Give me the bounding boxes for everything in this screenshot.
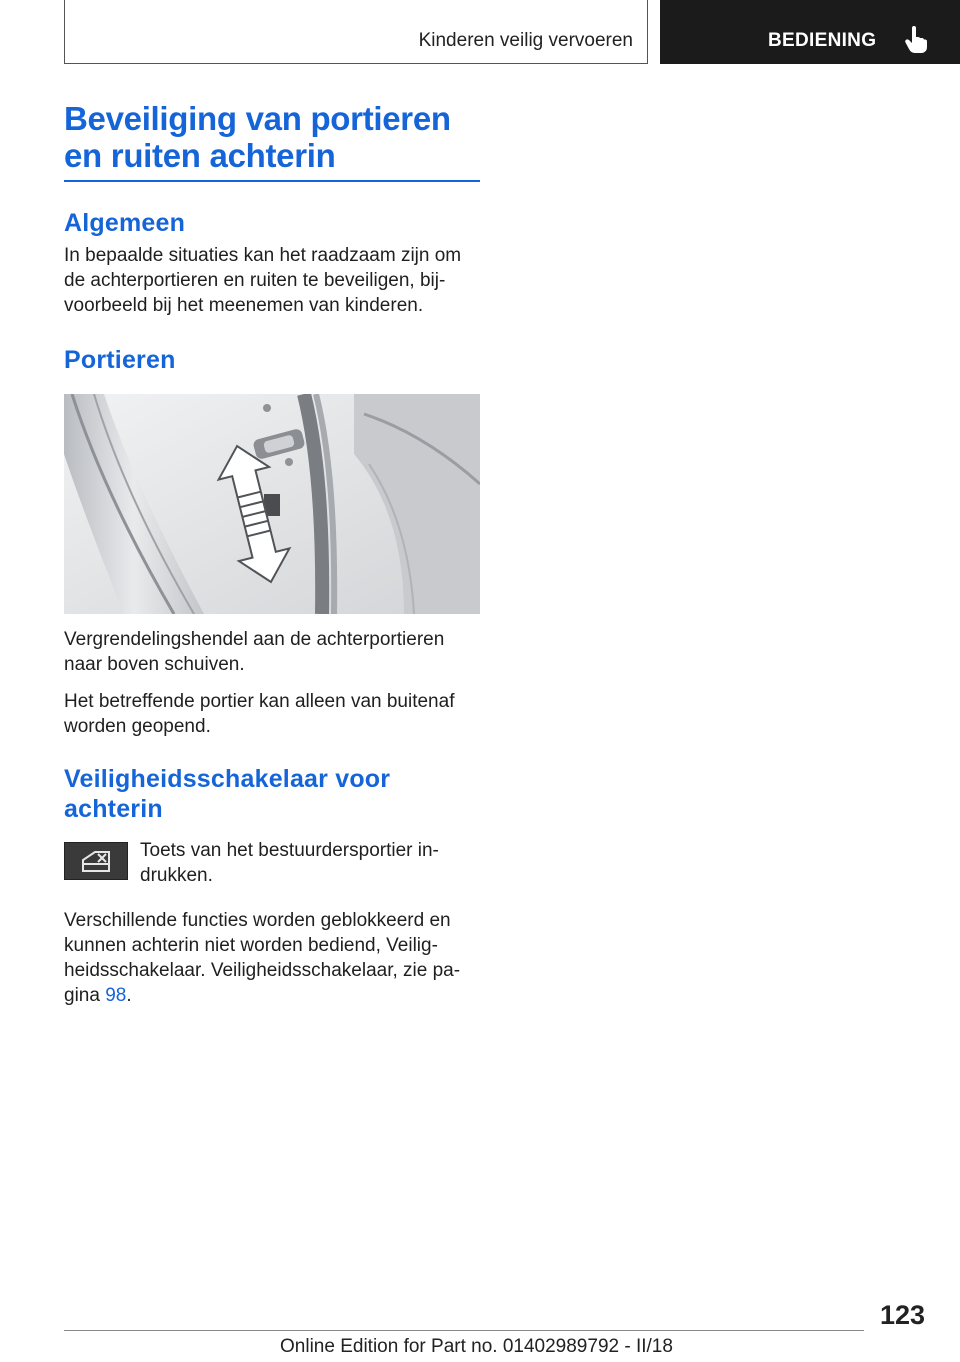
safety-switch-text-end: . (126, 985, 132, 1006)
safety-switch-key-row (64, 838, 480, 888)
header-section-tab (64, 0, 648, 64)
page-number: 123 (880, 1300, 926, 1330)
header-chapter-title: BEDIENING (768, 30, 877, 51)
footer-divider (64, 1330, 864, 1331)
doors-text: Het betreffende portier kan alleen van buitenaf worden geopend. (64, 691, 455, 737)
page-title: Beveiliging van portieren en ruiten achterin (64, 100, 480, 182)
main-content (64, 100, 480, 1008)
door-lock-drawing (64, 394, 480, 614)
heading-doors: Portieren (64, 346, 176, 374)
page-link-98[interactable]: 98 (105, 985, 127, 1006)
pointing-hand-icon (904, 26, 928, 54)
header-section-title: Kinderen veilig vervoeren (418, 30, 633, 51)
general-text: In bepaalde situaties kan het raadzaam zijn om de achterportieren en ruiten te beveiligen, bij-voorbeeld bij het meenemen van kinderen. (64, 245, 462, 316)
safety-switch-text-main: Verschillende functies worden geblokkeerd en kunnen achterin niet worden bediend, Veilig-heidsschakelaar. Veiligheidsschakelaar, zie pa-gina (64, 910, 461, 1006)
figure-caption: Vergrendelingshendel aan de achterportieren naar boven schuiven. (64, 629, 445, 675)
window-lock-button-icon (64, 842, 128, 880)
heading-general: Algemeen (64, 209, 186, 237)
heading-safety-switch: Veiligheidsschakelaar voor achterin (64, 765, 391, 823)
door-lock-illustration (64, 394, 480, 614)
edition-info: Online Edition for Part no. 01402989792 - II/18 (280, 1336, 673, 1357)
header-chapter-tab (660, 0, 960, 64)
safety-switch-text (64, 908, 480, 1008)
key-instruction: Toets van het bestuurdersportier in-drukken. (140, 840, 439, 886)
